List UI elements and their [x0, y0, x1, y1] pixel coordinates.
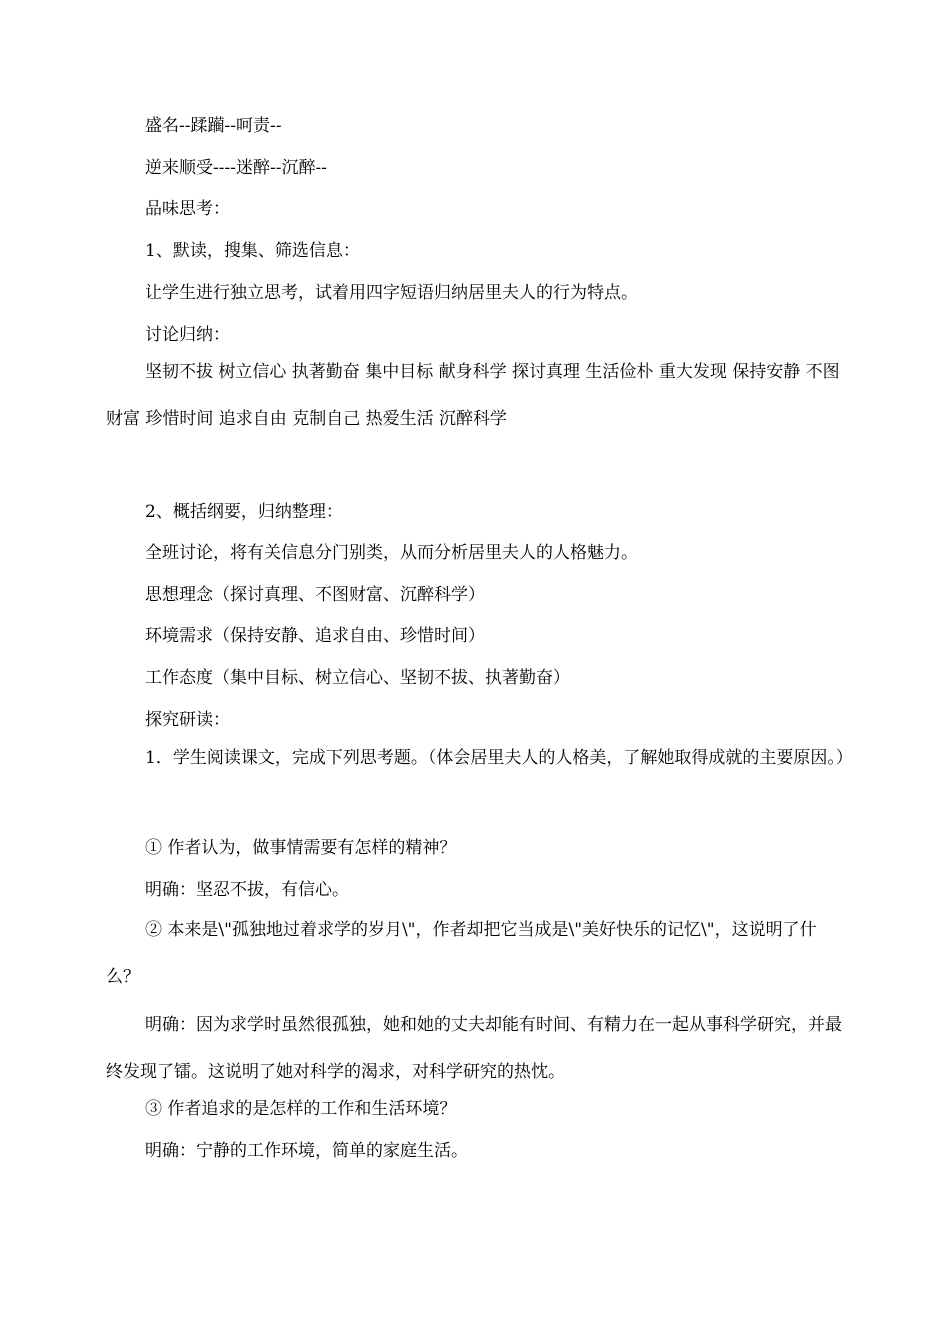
question-1: ① 作者认为，做事情需要有怎样的精神？	[145, 838, 457, 858]
question-2: ② 本来是\"孤独地过着求学的岁月\"，作者却把它当成是\"美好快乐的记忆\"，这说明了什么？	[106, 920, 817, 987]
paragraph-2: 逆来顺受----迷醉--沉醉--	[145, 158, 327, 178]
category-gongzuo: 工作态度（集中目标、树立信心、坚韧不拔、执著勤奋）	[145, 668, 570, 688]
answer-3: 明确：宁静的工作环境，简单的家庭生活。	[145, 1141, 468, 1161]
paragraph-9: 全班讨论，将有关信息分门别类，从而分析居里夫人的人格魅力。	[145, 543, 638, 563]
answer-2: 明确：因为求学时虽然很孤独，她和她的丈夫却能有时间、有精力在一起从事科学研究，并最终发现了镭。这说明了她对科学的渴求，对科学研究的热忱。	[106, 1015, 842, 1082]
category-sixiang: 思想理念（探讨真理、不图财富、沉醉科学）	[145, 585, 485, 605]
heading-pinwei-sikao: 品味思考：	[145, 199, 230, 219]
heading-tanjiu-yandu: 探究研读：	[145, 710, 230, 730]
category-huanjing: 环境需求（保持安静、追求自由、珍惜时间）	[145, 626, 485, 646]
paragraph-5: 让学生进行独立思考，试着用四字短语归纳居里夫人的行为特点。	[145, 283, 638, 303]
answer-1: 明确：坚忍不拔，有信心。	[145, 880, 349, 900]
step-2-heading: 2、概括纲要，归纳整理：	[145, 502, 343, 522]
question-3: ③ 作者追求的是怎样的工作和生活环境？	[145, 1099, 457, 1119]
paragraph-1: 盛名--蹂躏--呵责--	[145, 116, 282, 136]
phrase-list: 坚韧不拔 树立信心 执著勤奋 集中目标 献身科学 探讨真理 生活俭朴 重大发现 保持安静 不图财富 珍惜时间 追求自由 克制自己 热爱生活 沉醉科学	[106, 362, 840, 429]
heading-taolun-guina: 讨论归纳：	[145, 325, 230, 345]
step-1-heading: 1、默读，搜集、筛选信息：	[145, 241, 360, 261]
question-intro: 1．学生阅读课文，完成下列思考题。（体会居里夫人的人格美，了解她取得成就的主要原因。）	[145, 748, 853, 768]
